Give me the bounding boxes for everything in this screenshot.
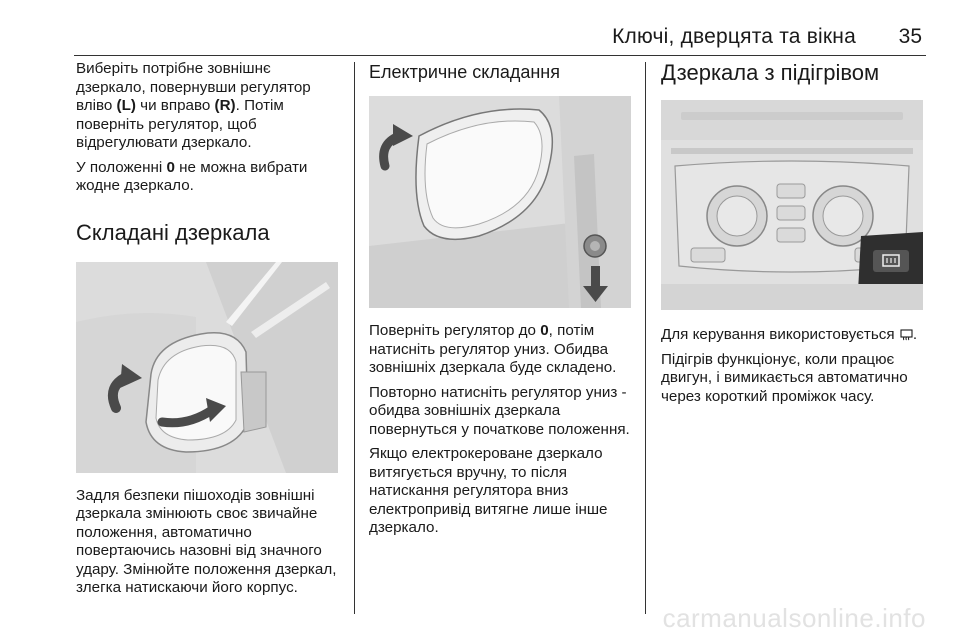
heading-heated-mirrors: Дзеркала з підігрівом [661,60,880,85]
watermark: carmanualsonline.info [662,603,926,633]
paragraph-control-button: Для керування використовується . [661,326,918,343]
page-header [0,0,960,52]
paragraph-fold-instruction: Поверніть регулятор до 0, потім натисніть регулятор униз. Обидва зовнішніх дзеркала буде складено. [369,322,617,376]
figure-folding-mirror [76,262,338,473]
paragraph-select-mirror: Виберіть потрібне зовнішнє дзеркало, повернувши регулятор вліво (L) чи вправо (R). Потім поверніть регулятор, щоб відрегулювати дзеркало. [76,60,311,151]
figure-climate-panel [661,100,923,310]
paragraph-manual-extend: Якщо електрокероване дзеркало витягується вручну, то після натискання регулятора вниз електропривід витягне лише інше дзеркало. [369,445,608,536]
header-title: Ключі, дверцята та вікна [612,25,856,48]
header-rule [74,55,926,56]
heading-electric-folding: Електричне складання [369,62,560,82]
heading-folding-mirrors: Складані дзеркала [76,219,270,245]
heated-rear-window-icon [900,328,913,340]
column-1 [76,60,344,598]
page-number: 35 [898,25,922,48]
column-2 [369,60,631,538]
paragraph-position-zero: У положенні 0 не можна вибрати жодне дзеркало. [76,158,308,194]
paragraph-unfold-instruction: Повторно натисніть регулятор униз - обидва зовнішніх дзеркала повернуться у початкове положення. [369,383,630,438]
figure-electric-folding [369,96,631,308]
paragraph-pedestrian-safety: Задля безпеки пішоходів зовнішні дзеркала змінюють своє звичайне положення, автоматично повертаючись назовні від значного удару. Змінюйте положення дзеркал, злегка натискаючи його корпус. [76,486,337,596]
paragraph-heating-function: Підігрів функціонує, коли працює двигун, і вимикається автоматично через короткий проміжок часу. [661,350,908,405]
column-divider-2 [645,62,646,614]
column-divider-1 [354,62,355,614]
column-3 [661,60,929,406]
